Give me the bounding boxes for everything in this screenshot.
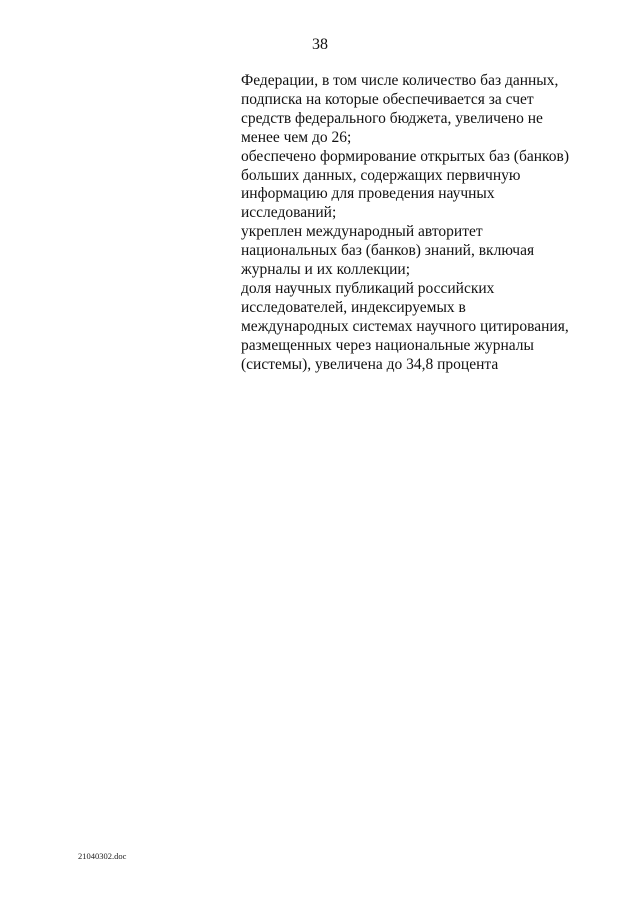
text-line: средств федерального бюджета, увеличено не — [241, 109, 543, 127]
text-line: исследователей, индексируемых в — [241, 298, 466, 316]
text-line: национальных баз (банков) знаний, включая — [241, 242, 535, 260]
footer-filename: 21040302.doc — [78, 851, 127, 861]
text-line: Федерации, в том числе количество баз данных, — [241, 72, 559, 89]
text-line: международных системах научного цитирования, — [241, 317, 569, 335]
text-line: (системы), увеличена до 34,8 процента — [241, 355, 499, 373]
text-line: исследований; — [241, 204, 337, 222]
text-line: менее чем до 26; — [241, 128, 352, 146]
body-text — [241, 72, 581, 375]
text-line: доля научных публикаций российских — [241, 279, 495, 297]
text-line: обеспечено формирование открытых баз (банков) — [241, 147, 569, 165]
page-number: 38 — [312, 36, 328, 53]
text-line: информацию для проведения научных — [241, 185, 495, 203]
text-line: укреплен международный авторитет — [241, 223, 483, 241]
text-line: журналы и их коллекции; — [241, 261, 410, 279]
text-line: размещенных через национальные журналы — [241, 336, 534, 354]
text-line: подписка на которые обеспечивается за счет — [241, 90, 534, 108]
text-line: больших данных, содержащих первичную — [241, 166, 521, 184]
